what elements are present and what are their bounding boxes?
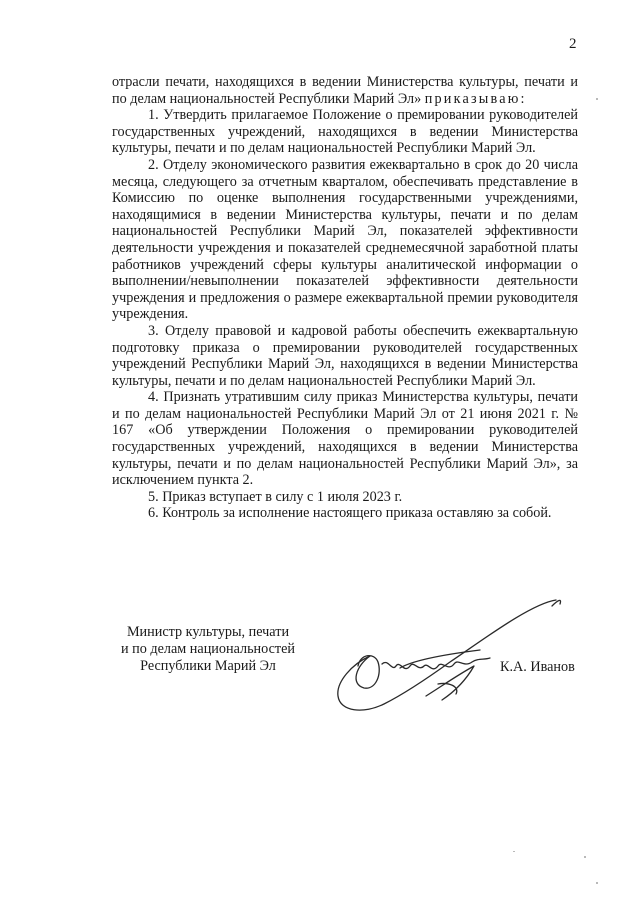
paragraph-4: 4. Признать утратившим силу приказ Министерства культуры, печати и по делам национальностей Республики Марий Эл от 21 июня 2021 г. № 167 «Об утверждении Положения о премировании руководителей государственных учреждений, находящихся в ведении Министерства культуры, печати и по делам национальностей Республики Марий Эл», за исключением пункта 2. xyxy=(112,389,578,489)
signer-position xyxy=(108,624,308,675)
paragraph-3: 3. Отделу правовой и кадровой работы обеспечить ежеквартальную подготовку приказа о премировании руководителей государственных учреждений Республики Марий Эл, находящихся в ведении Министерства культуры, печати и по делам национальностей Республики Марий Эл. xyxy=(112,322,578,389)
intro-text: отрасли печати, находящихся в ведении Министерства культуры, печати и по делам национальностей Республики Марий Эл» xyxy=(112,74,578,107)
scan-speck xyxy=(596,882,598,884)
paragraph-intro xyxy=(112,74,578,107)
signer-name: К.А. Иванов xyxy=(500,659,575,675)
order-word: приказываю: xyxy=(424,90,527,107)
paragraph-2: 2. Отделу экономического развития ежеквартально в срок до 20 числа месяца, следующего за отчетным кварталом, обеспечивать представление в Комиссию по оценке выполнения государственными учреждениями, находящимися в ведении Министерства культуры, печати и по делам национальностей Республики Марий Эл, показателей эффективности деятельности учреждения и показателей среднемесячной заработной платы работников учреждений сферы культуры аналитической информации о выполнении/невыполнении показателей эффективности деятельности учреждения и предложения о размере ежеквартальной премии руководителя учреждения. xyxy=(112,156,578,323)
paragraph-5: 5. Приказ вступает в силу с 1 июля 2023 г. xyxy=(148,488,403,505)
handwritten-signature xyxy=(330,592,580,722)
scan-speck xyxy=(584,856,586,858)
document-body xyxy=(112,74,578,522)
page-number: 2 xyxy=(569,36,577,52)
position-line-2: и по делам национальностей xyxy=(121,641,295,657)
scan-speck xyxy=(513,851,515,852)
position-line-1: Министр культуры, печати xyxy=(126,624,290,640)
paragraph-1: 1. Утвердить прилагаемое Положение о премировании руководителей государственных учреждений, находящихся в ведении Министерства культуры, печати и по делам национальностей Республики Марий Эл. xyxy=(112,107,578,157)
scan-speck xyxy=(596,98,598,100)
position-line-3: Республики Марий Эл xyxy=(140,658,276,674)
paragraph-6: 6. Контроль за исполнение настоящего приказа оставляю за собой. xyxy=(148,505,552,522)
